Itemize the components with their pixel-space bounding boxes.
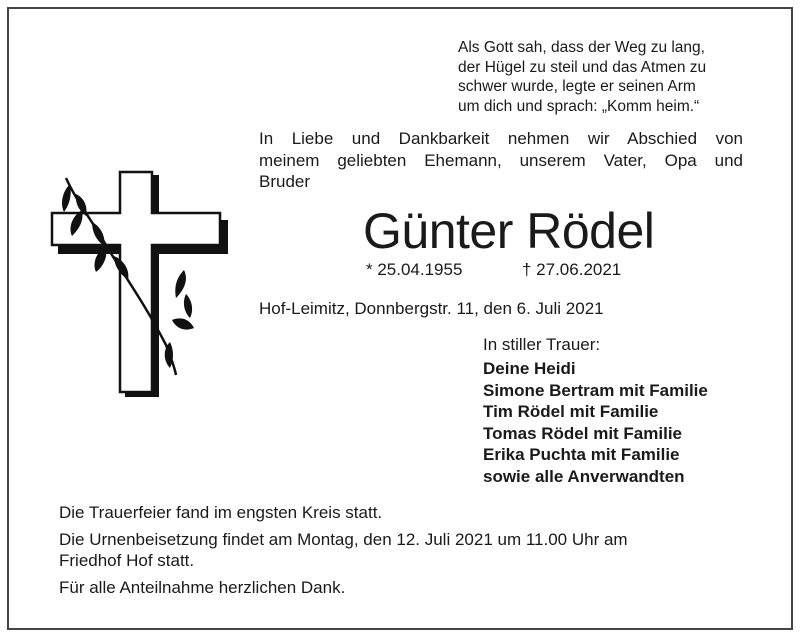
mourner-entry: Deine Heidi — [483, 359, 576, 378]
footer-text — [59, 502, 749, 598]
intro-text — [259, 128, 743, 193]
mourners-list — [483, 358, 708, 488]
mourner-entry: Tomas Rödel mit Familie — [483, 423, 683, 443]
intro-line: In Liebe und Dankbarkeit nehmen wir Abschied von — [259, 129, 743, 148]
death-date: † 27.06.2021 — [522, 260, 622, 279]
footer-burial-line: Die Urnenbeisetzung findet am Montag, den 12. Juli 2021 um 11.00 Uhr am — [59, 529, 628, 549]
birth-date: * 25.04.1955 — [366, 260, 463, 279]
footer-burial-line: Friedhof Hof statt. — [59, 551, 195, 571]
mourners-label: In stiller Trauer: — [483, 335, 601, 354]
cross-with-branch-icon — [48, 170, 233, 400]
poem-line: um dich und sprach: „Komm heim.“ — [458, 97, 700, 115]
mourner-entry: Tim Rödel mit Familie — [483, 402, 659, 422]
mourner-entry: Erika Puchta mit Familie — [483, 445, 680, 465]
poem-line: der Hügel zu steil und das Atmen zu — [458, 58, 707, 76]
footer-ceremony-line: Die Trauerfeier fand im engsten Kreis statt. — [59, 503, 383, 522]
mourner-entry: Simone Bertram mit Familie — [483, 380, 708, 400]
poem-line: Als Gott sah, dass der Weg zu lang, — [458, 39, 705, 56]
poem-line: schwer wurde, legte er seinen Arm — [458, 78, 696, 95]
place-date: Hof-Leimitz, Donnbergstr. 11, den 6. Juli 2021 — [259, 299, 604, 318]
intro-line: meinem geliebten Ehemann, unserem Vater, Opa und — [259, 150, 743, 170]
intro-line: Bruder — [259, 172, 311, 191]
mourner-entry: sowie alle Anverwandten — [483, 466, 685, 486]
deceased-name: Günter Rödel — [363, 203, 655, 259]
poem — [458, 38, 748, 116]
footer-thanks-line: Für alle Anteilnahme herzlichen Dank. — [59, 577, 346, 597]
